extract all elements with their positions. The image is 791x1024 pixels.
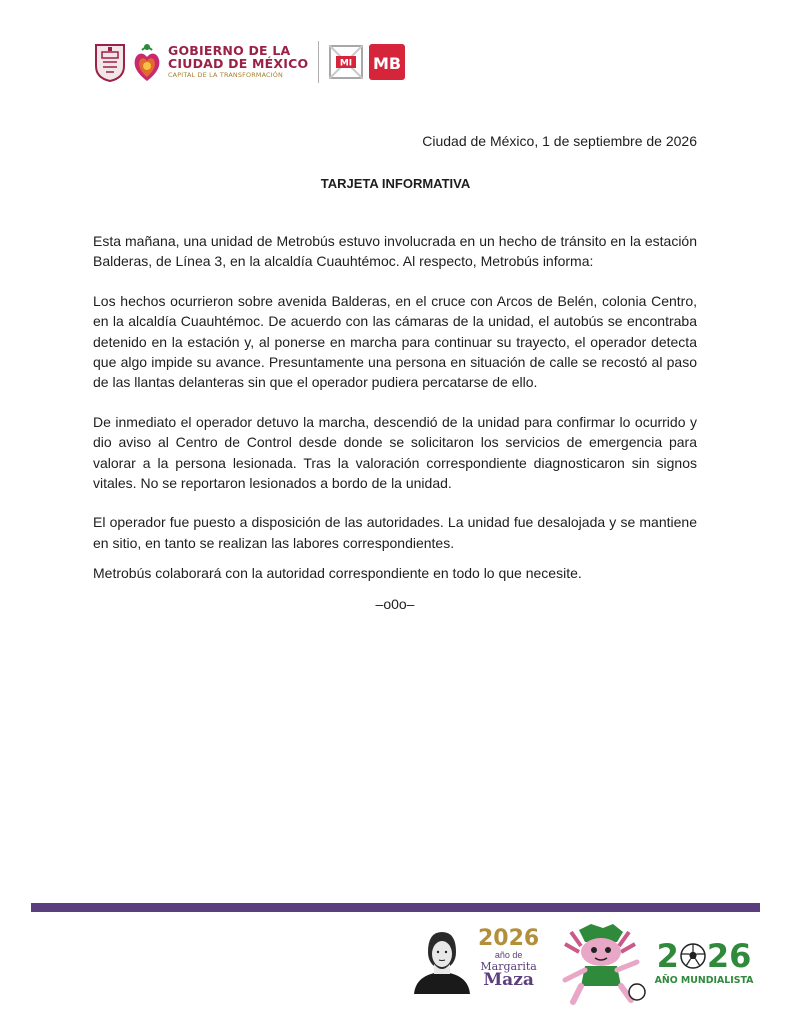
mm-year-of: año de (494, 950, 523, 960)
cdmx-seal-icon (94, 42, 126, 82)
mund-year-suffix: 26 (706, 937, 752, 975)
metrobus-logo-icon (369, 44, 405, 80)
paragraph-collaboration: Metrobús colaborará con la autoridad correspondiente en todo lo que necesite. (93, 565, 582, 582)
heart-emblem-icon (132, 41, 162, 83)
paragraph-response: De inmediato el operador detuvo la marcha, descendió de la unidad para confirmar lo ocurrido y dio aviso al Centro de Control desde donde se solicitaron los servicios de emergencia para valorar a la persona lesionada. Tras la valoración correspondiente diagnosticaron sin signos vitales. No se reportaron lesionados a bordo de la unidad. (93, 413, 697, 492)
document-title: TARJETA INFORMATIVA (320, 176, 471, 191)
mi-logo-text: MI (340, 58, 353, 69)
header-divider (318, 41, 319, 83)
mm-first-name: Margarita (480, 960, 537, 973)
mund-year-prefix: 2 (656, 937, 679, 975)
gov-title-line2: CIUDAD DE MÉXICO (168, 55, 309, 71)
document-body (93, 231, 697, 633)
gov-subtitle: CAPITAL DE LA TRANSFORMACIÓN (168, 71, 284, 80)
mm-year: 2026 (478, 926, 540, 951)
mundialista-badge (653, 937, 755, 986)
mund-label: AÑO MUNDIALISTA (654, 975, 754, 986)
footer-bar (31, 903, 760, 912)
movilidad-integrada-logo-icon (329, 45, 363, 79)
closing-mark: –o0o– (375, 595, 415, 612)
paragraph-facts: Los hechos ocurrieron sobre avenida Balderas, en el cruce con Arcos de Belén, colonia Centro, en la alcaldía Cuauhtémoc. De acuerdo con las cámaras de la unidad, el autobús se encontraba detenido en la estación y, al ponerse en marcha para continuar su trayecto, el operador detecta que algo impide su avance. Presuntamente una persona en situación de calle se recostó al paso de las llantas delanteras sin que el operador pudiera percatarse de ello. (93, 292, 697, 391)
gov-title-line1: GOBIERNO DE LA (168, 43, 291, 59)
government-wordmark (168, 45, 308, 78)
axolotl-mascot-icon (551, 922, 649, 1006)
paragraph-intro: Esta mañana, una unidad de Metrobús estuvo involucrada en un hecho de tránsito en la estación Balderas, de Línea 3, en la alcaldía Cuauhtémoc. Al respecto, Metrobús informa: (93, 233, 697, 270)
header-logos (94, 38, 405, 86)
document-date: Ciudad de México, 1 de septiembre de 2026 (422, 133, 697, 149)
mb-logo-text: MB (373, 54, 402, 73)
margarita-maza-text (478, 928, 539, 989)
mm-last-name: Maza (483, 970, 534, 990)
margarita-maza-portrait-icon (410, 928, 474, 994)
soccer-ball-icon (680, 943, 706, 969)
margarita-maza-badge (410, 928, 539, 994)
paragraph-authorities: El operador fue puesto a disposición de las autoridades. La unidad fue desalojada y se mantiene en sitio, en tanto se realizan las labores correspondientes. (93, 514, 697, 551)
mund-year (656, 937, 752, 975)
